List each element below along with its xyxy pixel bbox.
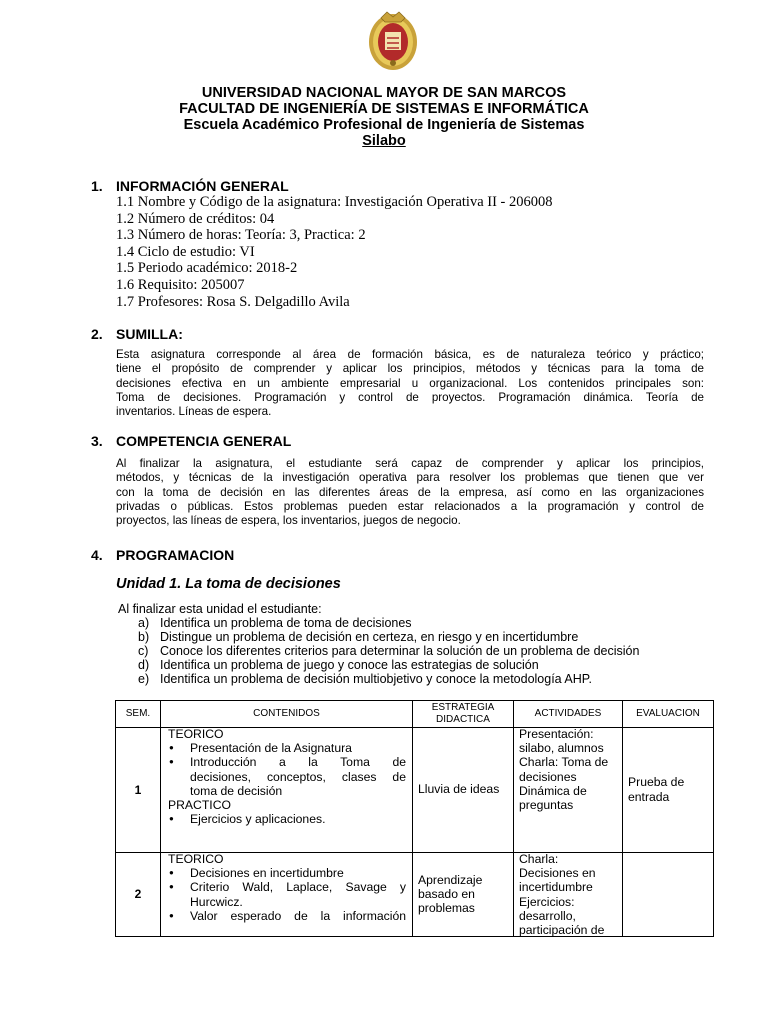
content-item-continuation: Hurcwicz.	[190, 894, 243, 909]
competencia-line: proyectos, las líneas de espera, los inventarios, juegos de negocio.	[116, 514, 461, 528]
info-course-name: 1.1 Nombre y Código de la asignatura: Investigación Operativa II - 206008	[116, 194, 553, 210]
content-item: ● Criterio Wald, Laplace, Savage y	[168, 880, 406, 894]
school-name: Escuela Académico Profesional de Ingeniería de Sistemas	[183, 117, 585, 133]
sumilla-line: tiene el propósito de comprender y aplicar los principios, métodos y técnicas para la toma de	[116, 362, 704, 376]
section-2-number: 2.	[91, 326, 103, 342]
row-1-sem: 1	[134, 782, 142, 797]
university-seal-logo	[367, 8, 419, 72]
header-actividades: ACTIVIDADES	[534, 707, 602, 719]
objective-item: a) Identifica un problema de toma de decisiones	[138, 616, 412, 630]
competencia-line: métodos, y técnicas de la investigación operativa para resolver los problemas que tienen que ver	[116, 471, 704, 485]
row-2-sem: 2	[134, 887, 142, 901]
competencia-line: privadas o públicas. Estos problemas pueden estar relacionados a la programación y control de	[116, 499, 704, 513]
objective-item: d) Identifica un problema de juego y conoce las estrategias de solución	[138, 658, 539, 672]
table-border	[412, 700, 413, 937]
teorico-label: TEORICO	[168, 727, 224, 741]
content-item-continuation: decisiones, conceptos, clases de	[190, 769, 406, 784]
sumilla-line: inventarios. Líneas de espera.	[116, 405, 272, 419]
sumilla-line: decisiones efectiva en un ambiente empresarial u organizacional. Los contenidos principales son:	[116, 376, 704, 390]
objectives-intro: Al finalizar esta unidad el estudiante:	[118, 602, 322, 616]
section-3-number: 3.	[91, 433, 103, 449]
row-1-contenidos	[168, 727, 406, 826]
unit-title: Unidad 1. La toma de decisiones	[116, 576, 341, 592]
row-1-estrategia: Lluvia de ideas	[418, 782, 500, 797]
header-estrategia: ESTRATEGIA DIDACTICA	[431, 701, 495, 725]
section-1-number: 1.	[91, 178, 103, 194]
row-2-estrategia: Aprendizaje basado en problemas	[418, 872, 483, 916]
header-contenidos: CONTENIDOS	[253, 707, 320, 719]
table-border	[622, 700, 623, 937]
table-border	[115, 936, 714, 937]
table-border	[713, 700, 714, 937]
objective-item: e) Identifica un problema de decisión multiobjetivo y conoce la metodología AHP.	[138, 672, 592, 686]
info-cycle: 1.4 Ciclo de estudio: VI	[116, 244, 255, 260]
schedule-table	[115, 700, 714, 937]
practico-label: PRACTICO	[168, 798, 231, 813]
content-item: ● Ejercicios y aplicaciones.	[168, 812, 406, 826]
document-type: Silabo	[362, 133, 406, 149]
info-credits: 1.2 Número de créditos: 04	[116, 211, 275, 227]
content-item: ● Introducción a la Toma de	[168, 755, 406, 769]
row-2-actividades: Charla: Decisiones en incertidumbre Ejercicios: desarrollo, participación de	[519, 852, 605, 938]
row-1-actividades: Presentación: silabo, alumnos Charla: Toma de decisiones Dinámica de preguntas	[519, 727, 609, 813]
competencia-line: con la toma de decisión en las diferentes áreas de la empresa, así como en las organizaciones	[116, 485, 704, 499]
teorico-label: TEORICO	[168, 852, 224, 866]
objective-item: c) Conoce los diferentes criterios para determinar la solución de un problema de decisión	[138, 644, 640, 658]
section-4-title: PROGRAMACION	[116, 547, 235, 563]
section-1-title: INFORMACIÓN GENERAL	[116, 178, 289, 194]
sumilla-line: Esta asignatura corresponde al área de formación básica, es de naturaleza teórico y práctico;	[116, 348, 704, 361]
section-4-number: 4.	[91, 547, 103, 563]
info-hours: 1.3 Número de horas: Teoría: 3, Practica: 2	[116, 227, 366, 243]
university-name: UNIVERSIDAD NACIONAL MAYOR DE SAN MARCOS	[201, 85, 567, 101]
row-1-evaluacion: Prueba de entrada	[628, 775, 685, 804]
section-3-title: COMPETENCIA GENERAL	[116, 433, 292, 449]
header-sem: SEM.	[125, 707, 151, 719]
faculty-name: FACULTAD DE INGENIERÍA DE SISTEMAS E INFORMÁTICA	[179, 101, 589, 117]
content-item: ● Presentación de la Asignatura	[168, 741, 406, 755]
content-item: ● Decisiones en incertidumbre	[168, 866, 406, 880]
content-item-continuation: toma de decisión	[190, 783, 283, 798]
competencia-line: Al finalizar la asignatura, el estudiante será capaz de comprender y aplicar los principios,	[116, 457, 704, 470]
content-item: ● Valor esperado de la información	[168, 909, 406, 923]
objective-item: b) Distingue un problema de decisión en certeza, en riesgo y en incertidumbre	[138, 630, 579, 644]
row-2-contenidos	[168, 852, 406, 923]
info-professors: 1.7 Profesores: Rosa S. Delgadillo Avila	[116, 294, 350, 310]
sumilla-line: Toma de decisiones. Programación y control de proyectos. Programación dinámica. Teoría de	[116, 390, 704, 404]
competencia-paragraph	[116, 457, 704, 528]
section-2-title: SUMILLA:	[116, 326, 183, 342]
sumilla-paragraph	[116, 348, 704, 419]
table-border	[513, 700, 514, 937]
info-requisite: 1.6 Requisito: 205007	[116, 277, 245, 293]
info-period: 1.5 Periodo académico: 2018-2	[116, 260, 298, 276]
header-evaluacion: EVALUACION	[636, 707, 700, 719]
